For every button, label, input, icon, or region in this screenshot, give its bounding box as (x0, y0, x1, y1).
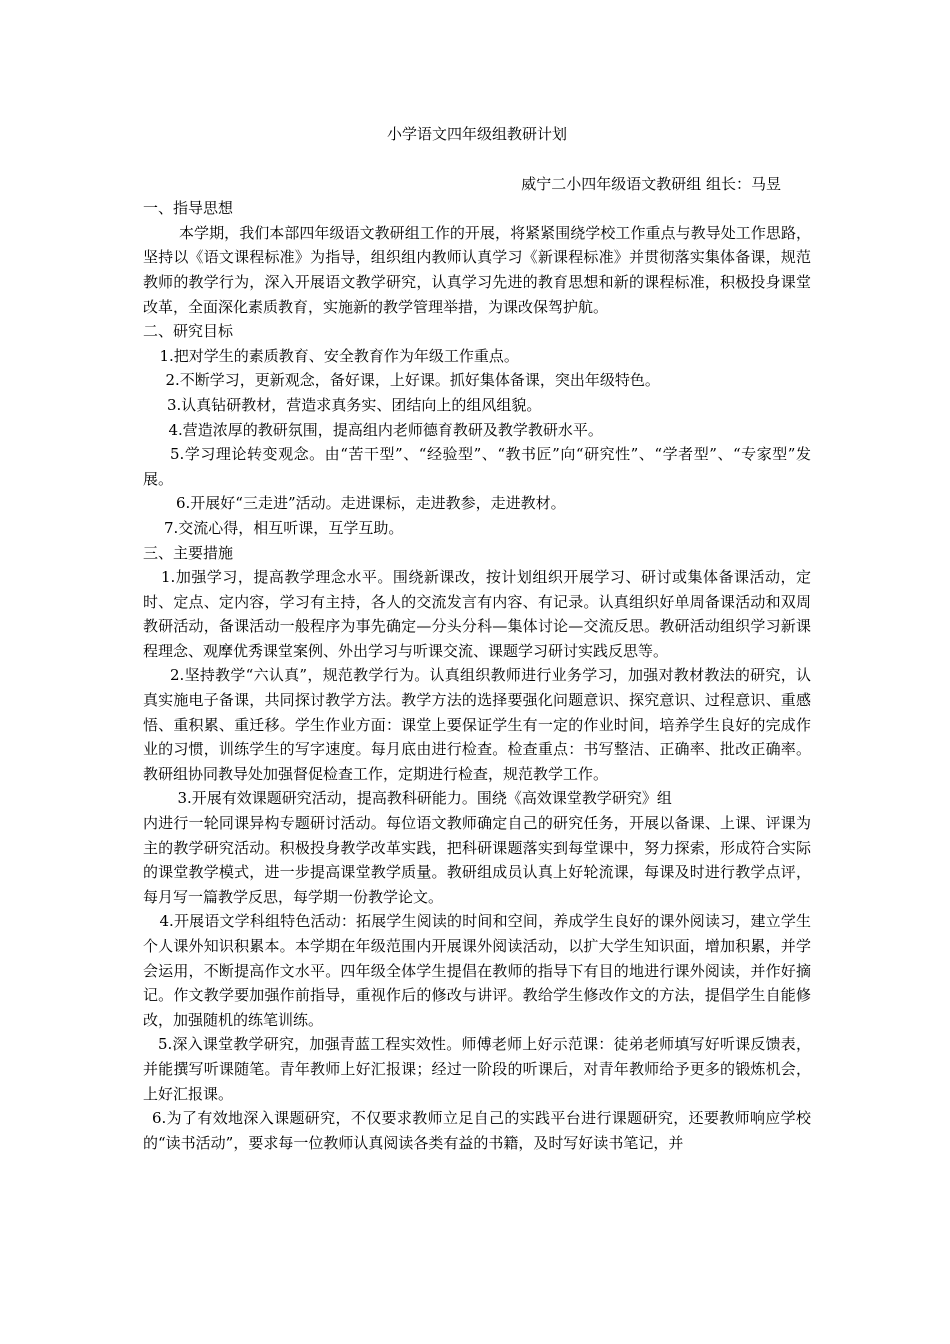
measure-item: 3.开展有效课题研究活动，提高教科研能力。围绕《高效课堂教学研究》组 (177, 789, 672, 808)
research-goal-item: 5.学习理论转变观念。由“苦干型”、“经验型”、“教书匠”向“研究性”、“学者型”、“专家型”发展。 (143, 445, 811, 488)
measure-item: 5.深入课堂教学研究，加强青蓝工程实效性。师傅老师上好示范课：徒弟老师填写好听课反馈表，并能撰写听课随笔。青年教师上好汇报课；经过一阶段的听课后，对青年教师给予更多的锻炼机会，上好汇报课。 (143, 1035, 811, 1103)
section-heading-guiding-ideology: 一、指导思想 (143, 199, 234, 218)
research-goal-item: 1.把对学生的素质教育、安全教育作为年级工作重点。 (159, 346, 519, 365)
research-goal-item: 6.开展好“三走进”活动。走进课标，走进教参，走进教材。 (176, 494, 566, 513)
measure-item: 6.为了有效地深入课题研究，不仅要求教师立足自己的实践平台进行课题研究，还要教师响应学校的“读书活动”，要求每一位教师认真阅读各类有益的书籍，及时写好读书笔记，并 (143, 1109, 811, 1152)
research-goal-item: 3.认真钻研教材，营造求真务实、团结向上的组风组貌。 (167, 395, 542, 414)
measure-item-continuation: 内进行一轮同课异构专题研讨活动。每位语文教师确定自己的研究任务，开展以备课、上课、评课为主的教学研究活动。积极投身教学改革实践，把科研课题落实到每堂课中，努力探索，形成符合实际的课堂教学模式，进一步提高课堂教学质量。教研组成员认真上好轮流课，每课及时进行教学点评，每月写一篇教学反思，每学期一份教学论文。 (143, 814, 811, 906)
measure-item: 1.加强学习，提高教学理念水平。围绕新课改，按计划组织开展学习、研讨或集体备课活动，定时、定点、定内容，学习有主持，各人的交流发言有内容、有记录。认真组织好单周备课活动和双周教研活动，备课活动一般程序为事先确定—分头分科—集体讨论—交流反思。教研活动组织学习新课程理念、观摩优秀课堂案例、外出学习与听课交流、课题学习研讨实践反思等。 (143, 568, 811, 660)
research-goal-item: 4.营造浓厚的教研氛围，提高组内老师德育教研及教学教研水平。 (168, 420, 603, 439)
section-heading-research-goals: 二、研究目标 (143, 322, 234, 341)
document-subtitle: 威宁二小四年级语文教研组 组长：马昱 (521, 174, 781, 193)
research-goal-item: 2.不断学习，更新观念，备好课，上好课。抓好集体备课，突出年级特色。 (165, 371, 660, 390)
measure-item: 4.开展语文学科组特色活动：拓展学生阅读的时间和空间，养成学生良好的课外阅读习，建立学生个人课外知识积累本。本学期在年级范围内开展课外阅读活动，以扩大学生知识面，增加积累，并学会运用，不断提高作文水平。四年级全体学生提倡在教师的指导下有目的地进行课外阅读，并作好摘记。作文教学要加强作前指导，重视作后的修改与讲评。教给学生修改作文的方法，提倡学生自能修改，加强随机的练笔训练。 (143, 912, 811, 1029)
document-body (143, 122, 811, 1155)
research-goal-item: 7.交流心得，相互听课，互学互助。 (164, 518, 404, 537)
guiding-ideology-paragraph: 本学期，我们本部四年级语文教研组工作的开展，将紧紧围绕学校工作重点与教导处工作思路，坚持以《语文课程标准》为指导，组织组内教师认真学习《新课程标准》并贯彻落实集体备课，规范教师的教学行为，深入开展语文教学研究，认真学习先进的教育思想和新的课程标准，积极投身课堂改革，全面深化素质教育，实施新的教学管理举措，为课改保驾护航。 (143, 223, 811, 316)
measure-item: 2.坚持教学“六认真”，规范教学行为。认真组织教师进行业务学习，加强对教材教法的研究，认真实施电子备课，共同探讨教学方法。教学方法的选择要强化问题意识、探究意识、过程意识、重感悟、重积累、重迁移。学生作业方面：课堂上要保证学生有一定的作业时间，培养学生良好的完成作业的习惯，训练学生的写字速度。每月底由进行检查。检查重点：书写整洁、正确率、批改正确率。教研组协同教导处加强督促检查工作，定期进行检查，规范教学工作。 (143, 666, 811, 783)
section-heading-main-measures: 三、主要措施 (143, 543, 234, 562)
document-title: 小学语文四年级组教研计划 (386, 125, 567, 143)
